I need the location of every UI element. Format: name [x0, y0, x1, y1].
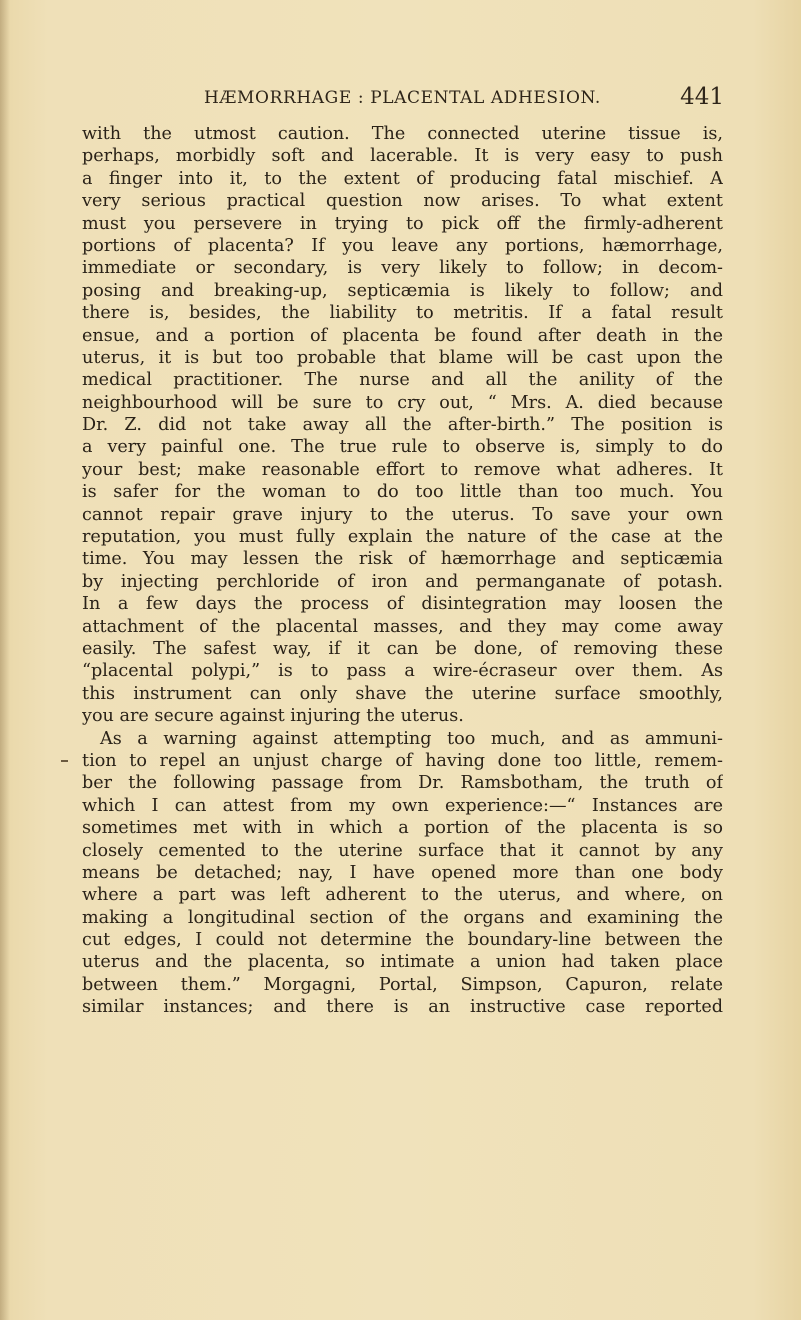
text-line: must you persevere in trying to pick off the firmly-adherent — [82, 213, 723, 234]
text-line: reputation, you must fully explain the nature of the case at the — [82, 527, 723, 548]
text-line: attachment of the placental masses, and they may come away — [82, 616, 723, 637]
text-line: which I can attest from my own experience:—“ Instances are — [82, 795, 723, 816]
running-header — [204, 84, 724, 110]
text-line: portions of placenta? If you leave any portions, hæmorrhage, — [82, 235, 723, 256]
text-line: medical practitioner. The nurse and all the anility of the — [82, 370, 723, 391]
text-line: ber the following passage from Dr. Ramsbotham, the truth of — [82, 773, 723, 794]
text-line: cannot repair grave injury to the uterus. To save your own — [82, 504, 723, 525]
text-line: easily. The safest way, if it can be done, of removing these — [82, 638, 723, 659]
text-line: making a longitudinal section of the organs and examining the — [82, 907, 723, 928]
text-line: time. You may lessen the risk of hæmorrhage and septicæmia — [82, 549, 723, 570]
text-line: very serious practical question now arises. To what extent — [82, 191, 723, 212]
text-line: uterus and the placenta, so intimate a union had taken place — [82, 952, 723, 973]
text-line: immediate or secondary, is very likely to follow; in decom- — [82, 258, 723, 279]
text-line: Dr. Z. did not take away all the after-birth.” The position is — [82, 415, 723, 436]
text-line: where a part was left adherent to the uterus, and where, on — [82, 885, 723, 906]
text-line: similar instances; and there is an instructive case reported — [82, 997, 723, 1018]
text-line: you are secure against injuring the uterus. — [82, 706, 464, 727]
text-line: perhaps, morbidly soft and lacerable. It is very easy to push — [82, 146, 723, 167]
text-line: your best; make reasonable effort to remove what adheres. It — [82, 459, 723, 480]
text-line: As a warning against attempting too much, and as ammuni- — [100, 728, 723, 749]
text-line: there is, besides, the liability to metritis. If a fatal result — [82, 303, 723, 324]
text-line: a finger into it, to the extent of producing fatal mischief. A — [82, 168, 723, 189]
text-line: is safer for the woman to do too little than too much. You — [82, 482, 723, 503]
page-number: 441 — [680, 84, 724, 110]
text-line: ensue, and a portion of placenta be found after death in the — [82, 325, 723, 346]
text-line: with the utmost caution. The connected uterine tissue is, — [82, 124, 723, 144]
text-line: neighbourhood will be sure to cry out, “ Mrs. A. died because — [82, 392, 723, 413]
text-line: closely cemented to the uterine surface that it cannot by any — [82, 840, 723, 861]
text-line: tion to repel an unjust charge of having done too little, remem- — [82, 750, 723, 771]
text-line: In a few days the process of disintegration may loosen the — [82, 594, 723, 615]
text-line: a very painful one. The true rule to observe is, simply to do — [82, 437, 723, 458]
text-line: this instrument can only shave the uterine surface smoothly, — [82, 683, 723, 704]
body-text — [82, 123, 723, 1283]
text-line: sometimes met with in which a portion of the placenta is so — [82, 818, 723, 839]
text-line: cut edges, I could not determine the boundary-line between the — [82, 930, 723, 951]
text-line: means be detached; nay, I have opened more than one body — [82, 862, 723, 883]
text-line: “placental polypi,” is to pass a wire-écraseur over them. As — [82, 661, 723, 682]
margin-mark — [61, 760, 68, 762]
text-line: by injecting perchloride of iron and permanganate of potash. — [82, 571, 723, 592]
text-line: between them.” Morgagni, Portal, Simpson, Capuron, relate — [82, 974, 723, 995]
running-title: HÆMORRHAGE : PLACENTAL ADHESION. — [204, 88, 601, 108]
text-line: posing and breaking-up, septicæmia is likely to follow; and — [82, 280, 723, 301]
text-line: uterus, it is but too probable that blame will be cast upon the — [82, 347, 723, 368]
binding-shadow — [0, 0, 10, 1320]
